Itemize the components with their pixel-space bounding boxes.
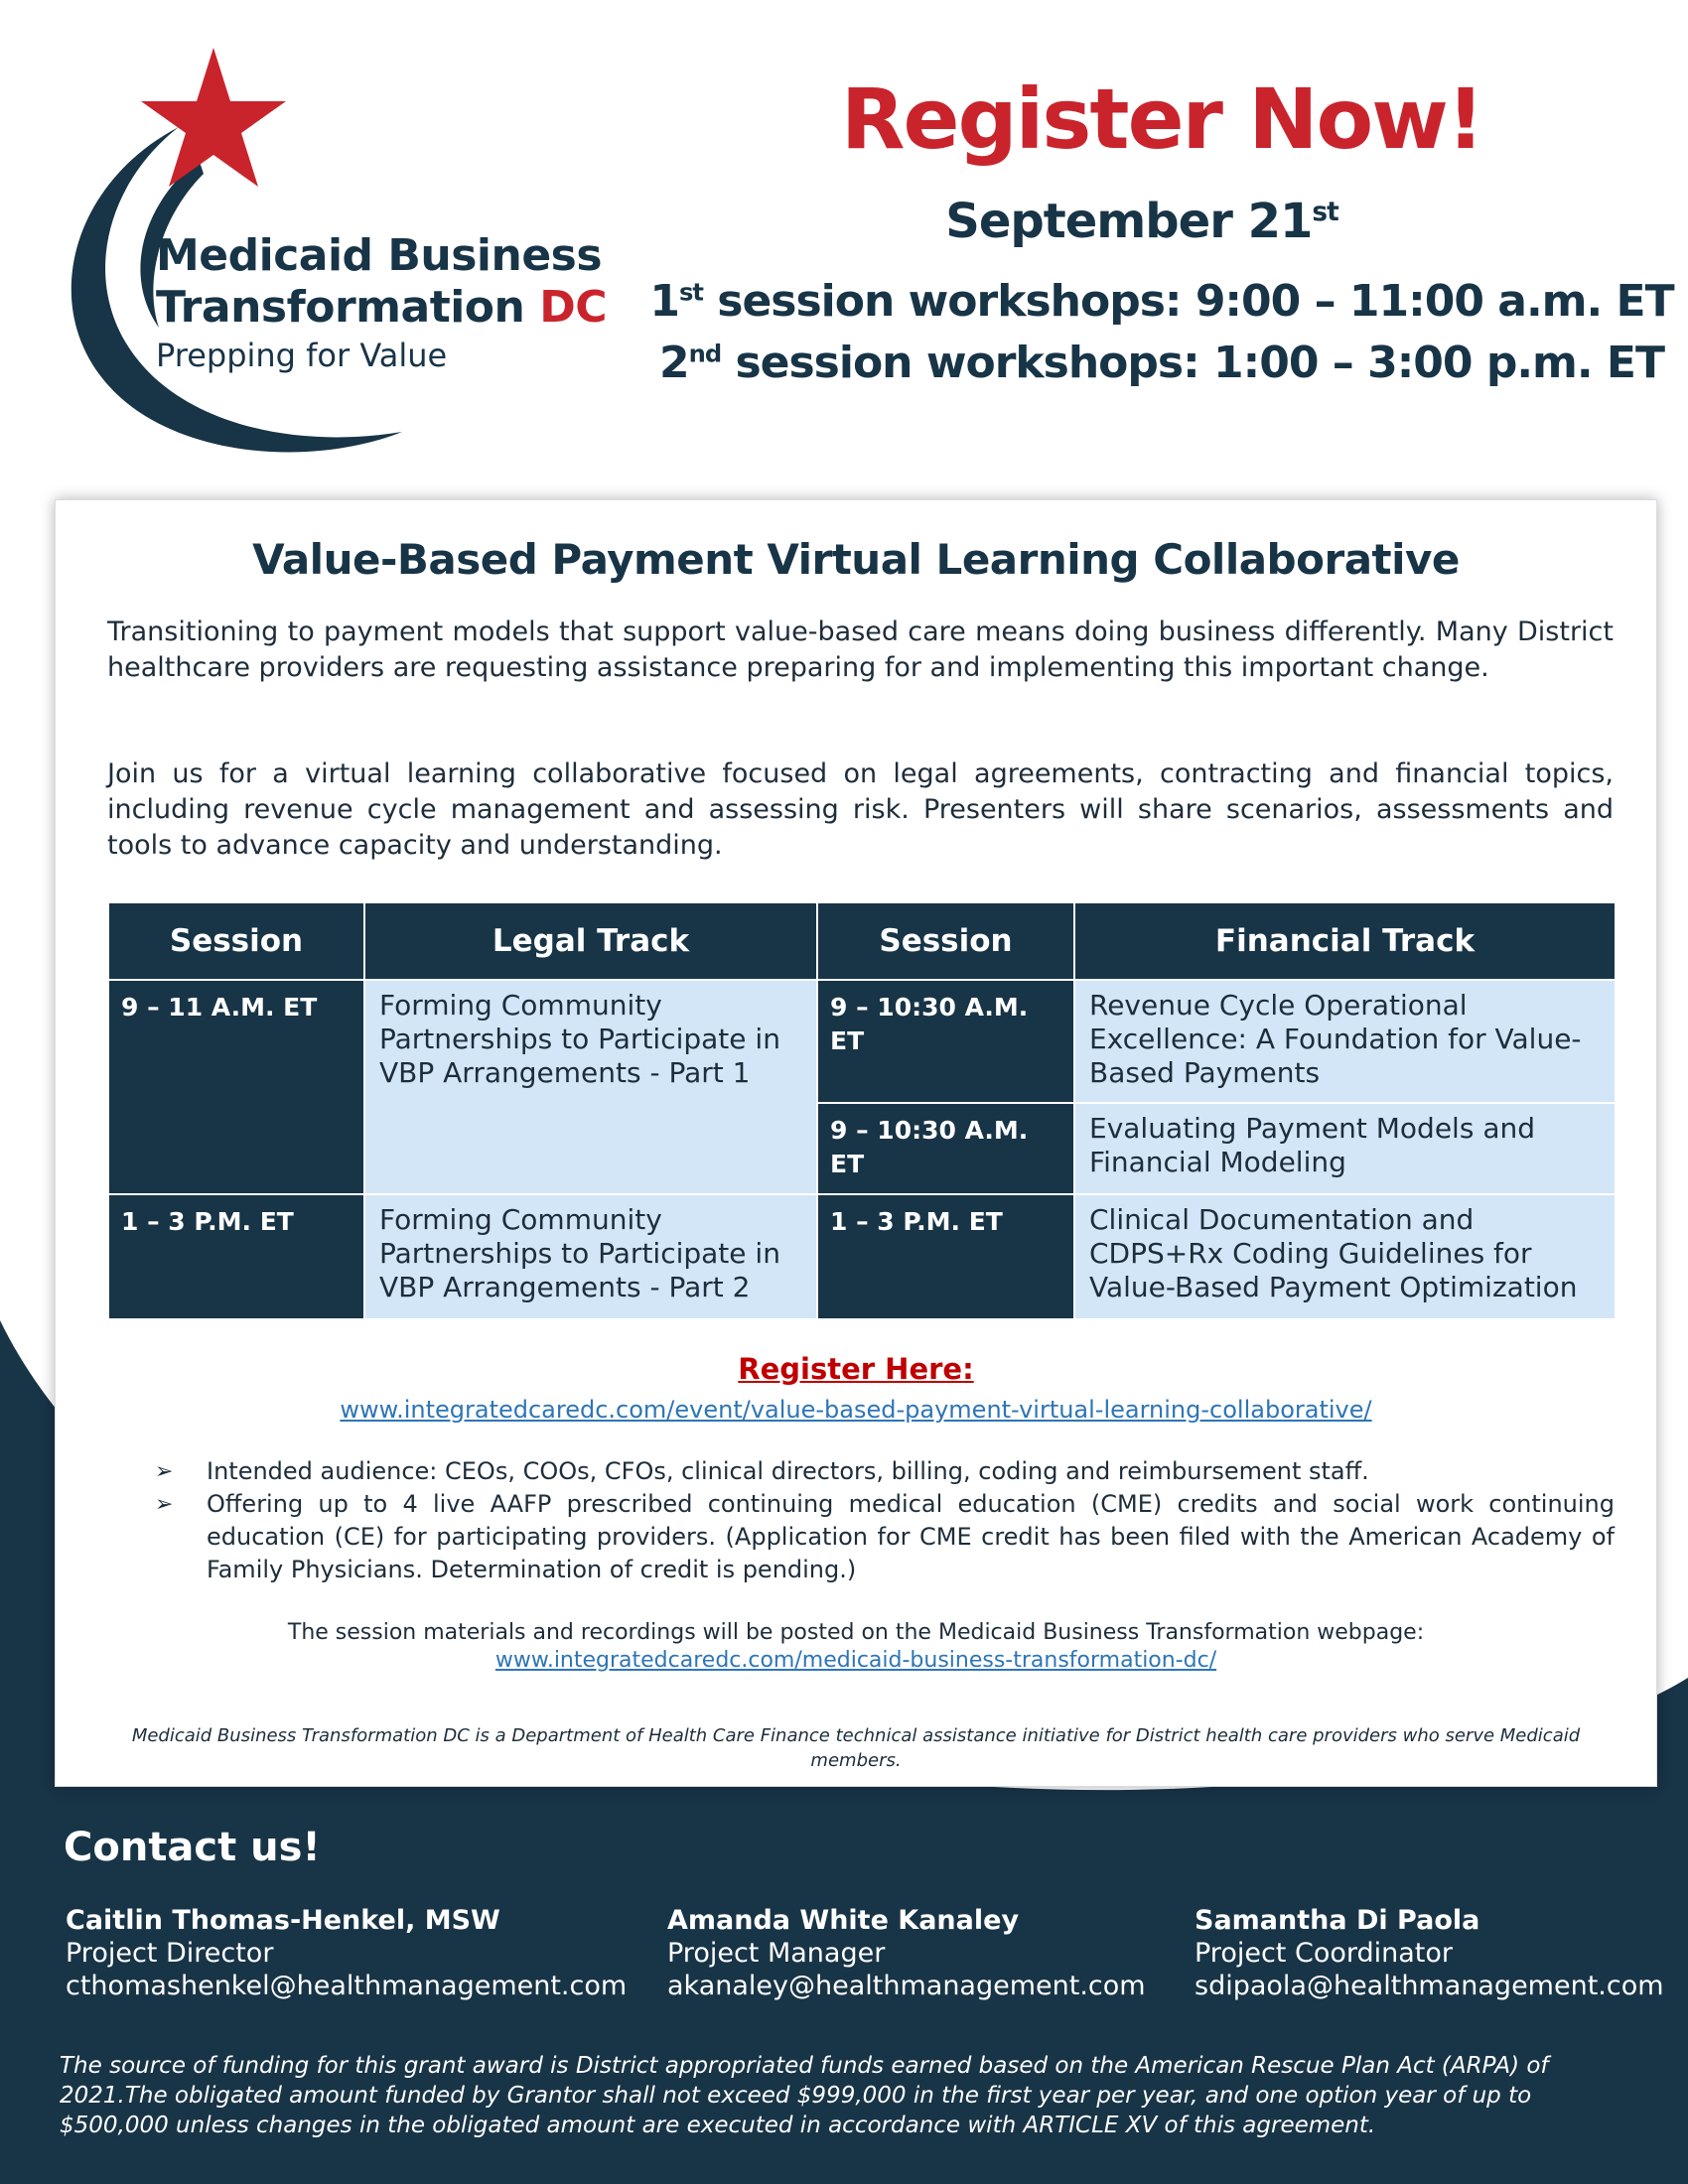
logo-name-dc: DC: [539, 282, 608, 333]
schedule-table: [107, 901, 1617, 1320]
logo-name-line1: Medicaid Business: [156, 230, 603, 281]
materials-url-link[interactable]: www.integratedcaredc.com/medicaid-business-transformation-dc/: [494, 1648, 1217, 1673]
contact-name: Amanda White Kanaley: [667, 1905, 1020, 1936]
contact-name: Caitlin Thomas-Henkel, MSW: [66, 1905, 500, 1936]
arrow-bullet-icon: ➢: [155, 1459, 174, 1484]
event-date-suffix: st: [1312, 197, 1338, 227]
header-session-financial: Session: [817, 902, 1074, 980]
session1-suffix: st: [678, 278, 703, 307]
funding-statement: The source of funding for this grant award is District appropriated funds earned based on the American Rescue Plan Act (ARPA) of 2021.The obligated amount funded by Grantor shall not exceed $999,000 in the first year per year, and one option year of up to $500,000 unless changes in the obligated amount are executed in accordance with ARTICLE XV of this agreement.: [60, 2053, 1549, 2138]
legal-session-time: 1 – 3 P.M. ET: [108, 1194, 364, 1319]
list-item: [155, 1455, 1615, 1488]
table-header-row: [108, 902, 1616, 980]
list-item: [155, 1488, 1615, 1586]
registration-url-link[interactable]: www.integratedcaredc.com/event/value-based-payment-virtual-learning-collaborative/: [340, 1396, 1372, 1424]
logo-name-line2: [156, 282, 607, 334]
materials-note: The session materials and recordings will be posted on the Medicaid Business Transformation webpage:: [287, 1620, 1425, 1645]
arrow-bullet-icon: ➢: [155, 1492, 174, 1517]
contact-role: Project Manager: [667, 1938, 886, 1969]
table-row: [108, 980, 1616, 1103]
legal-session-time: 9 – 11 A.M. ET: [108, 980, 364, 1194]
financial-topic: Revenue Cycle Operational Excellence: A Foundation for Value-Based Payments: [1074, 980, 1616, 1103]
header-financial-track: Financial Track: [1074, 902, 1616, 980]
contact-card: [66, 1904, 627, 2002]
join-paragraph: Join us for a virtual learning collaborative focused on legal agreements, contracting and financial topics, including revenue cycle management and assessing risk. Presenters will share scenarios, assessments and tools to advance capacity and understanding.: [107, 758, 1614, 861]
contact-role: Project Coordinator: [1195, 1938, 1453, 1969]
contact-email[interactable]: cthomashenkel@healthmanagement.com: [66, 1971, 628, 2001]
session1-text: session workshops: 9:00 – 11:00 a.m. ET: [702, 276, 1674, 327]
table-row: [108, 1194, 1616, 1319]
header-session-legal: Session: [108, 902, 364, 980]
session2-ordinal: 2: [658, 338, 689, 388]
event-date: [606, 192, 1678, 251]
intro-paragraph: Transitioning to payment models that support value-based care means doing business differently. Many District healthcare providers are requesting assistance preparing for and implementing this important change.: [107, 616, 1614, 683]
financial-session-time: 1 – 3 P.M. ET: [817, 1194, 1074, 1319]
financial-topic: Clinical Documentation and CDPS+Rx Coding Guidelines for Value-Based Payment Optimization: [1074, 1194, 1616, 1319]
logo-tagline: Prepping for Value: [156, 337, 448, 374]
financial-session-time: 9 – 10:30 A.M. ET: [817, 980, 1074, 1103]
legal-topic: Forming Community Partnerships to Participate in VBP Arrangements - Part 1: [364, 980, 817, 1194]
register-now-heading: Register Now!: [840, 70, 1483, 168]
disclaimer: Medicaid Business Transformation DC is a Department of Health Care Finance technical assistance initiative for District health care providers who serve Medicaid members.: [131, 1725, 1581, 1771]
financial-session-time: 9 – 10:30 A.M. ET: [817, 1103, 1074, 1194]
logo-text: [156, 230, 607, 377]
session-time-2: [645, 333, 1678, 394]
session1-ordinal: 1: [649, 276, 679, 327]
header-legal-track: Legal Track: [364, 902, 817, 980]
bullet-text: Offering up to 4 live AAFP prescribed continuing medical education (CME) credits and social work continuing education (CE) for participating providers. (Application for CME credit has been filed with the American Academy of Family Physicians. Determination of credit is pending.): [207, 1490, 1615, 1583]
session-time-1: [645, 271, 1678, 333]
header: [645, 65, 1678, 394]
contact-heading: Contact us!: [64, 1825, 321, 1870]
star-icon: [141, 48, 286, 187]
financial-topic: Evaluating Payment Models and Financial Modeling: [1074, 1103, 1616, 1194]
contact-role: Project Director: [66, 1938, 274, 1969]
contact-card: [667, 1904, 1146, 2002]
contact-email[interactable]: akanaley@healthmanagement.com: [667, 1971, 1146, 2001]
register-here-label[interactable]: Register Here: [738, 1352, 963, 1386]
card-title: Value-Based Payment Virtual Learning Collaborative: [252, 535, 1460, 584]
info-card: [55, 499, 1657, 1787]
logo-name-main: Transformation: [156, 282, 525, 333]
legal-topic: Forming Community Partnerships to Participate in VBP Arrangements - Part 2: [364, 1194, 817, 1319]
contact-email[interactable]: sdipaola@healthmanagement.com: [1195, 1971, 1664, 2001]
session2-text: session workshops: 1:00 – 3:00 p.m. ET: [721, 338, 1665, 388]
contact-name: Samantha Di Paola: [1195, 1905, 1480, 1936]
register-here-link[interactable]: Register Here:: [738, 1352, 974, 1386]
event-date-main: September 21: [945, 194, 1313, 249]
contact-card: [1195, 1904, 1664, 2002]
bullet-text: Intended audience: CEOs, COOs, CFOs, clinical directors, billing, coding and reimbursement staff.: [207, 1457, 1369, 1485]
session2-suffix: nd: [688, 340, 722, 368]
bullet-list: [155, 1455, 1615, 1586]
